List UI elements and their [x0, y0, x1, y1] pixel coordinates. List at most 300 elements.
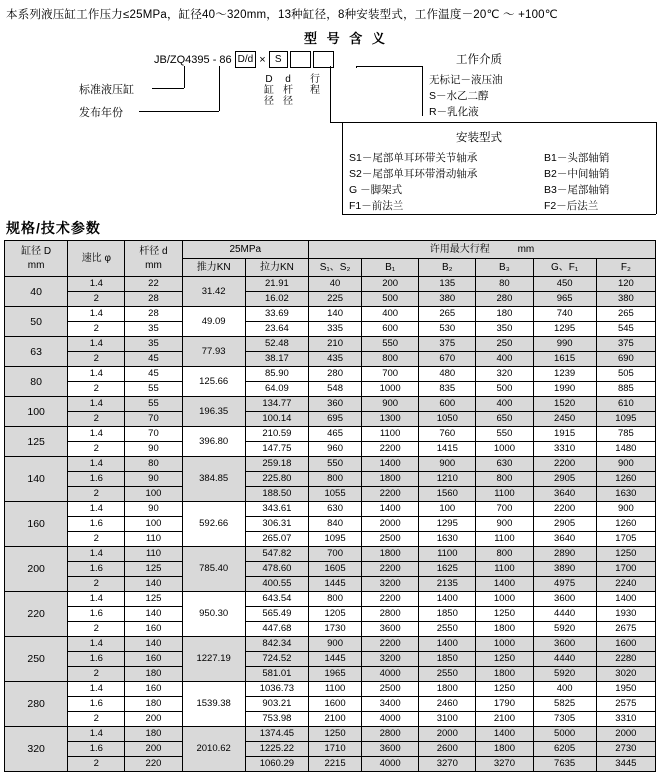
- table-row: [5, 577, 656, 592]
- cell-push: 2010.62: [182, 727, 245, 772]
- label-release-year: 发布年份: [79, 107, 123, 119]
- cell-b2: 835: [419, 382, 476, 397]
- cell-b1: 4000: [362, 667, 419, 682]
- th-push: 推力KN: [182, 259, 245, 277]
- cell-pull: 724.52: [245, 652, 308, 667]
- cell-pull: 1060.29: [245, 757, 308, 772]
- cell-pull: 1374.45: [245, 727, 308, 742]
- cell-ratio: 1.6: [68, 517, 125, 532]
- cell-b2: 1100: [419, 547, 476, 562]
- cell-b1: 700: [362, 367, 419, 382]
- cell-ratio: 1.4: [68, 637, 125, 652]
- cell-rod: 200: [125, 742, 182, 757]
- cell-b3: 900: [476, 517, 533, 532]
- cell-f2: 690: [596, 352, 655, 367]
- cell-bore: 80: [5, 367, 68, 397]
- cell-bore: 40: [5, 277, 68, 307]
- cell-rod: 125: [125, 562, 182, 577]
- cell-b1: 2500: [362, 532, 419, 547]
- cell-f2: 120: [596, 277, 655, 292]
- code-box-s: S: [269, 51, 288, 68]
- table-row: [5, 397, 656, 412]
- cell-gf1: 1295: [533, 322, 596, 337]
- cell-pull: 100.14: [245, 412, 308, 427]
- mount-bracket-right: [656, 122, 657, 214]
- cell-b1: 4000: [362, 712, 419, 727]
- table-row: [5, 757, 656, 772]
- cell-b1: 800: [362, 352, 419, 367]
- cell-b3: 180: [476, 307, 533, 322]
- cell-pull: 447.68: [245, 622, 308, 637]
- cell-b3: 400: [476, 397, 533, 412]
- media-title: 工作介质: [456, 54, 502, 66]
- leader-line-1: [152, 88, 184, 89]
- cell-pull: 85.90: [245, 367, 308, 382]
- cell-b2: 2550: [419, 667, 476, 682]
- cell-rod: 28: [125, 292, 182, 307]
- cell-s1s2: 1730: [309, 622, 362, 637]
- table-row: [5, 562, 656, 577]
- cell-ratio: 1.4: [68, 502, 125, 517]
- table-row: [5, 457, 656, 472]
- cell-ratio: 2: [68, 412, 125, 427]
- cell-push: 384.85: [182, 457, 245, 502]
- cell-b2: 1800: [419, 682, 476, 697]
- cell-push: 77.93: [182, 337, 245, 367]
- cell-s1s2: 1205: [309, 607, 362, 622]
- cell-rod: 140: [125, 607, 182, 622]
- cell-bore: 250: [5, 637, 68, 682]
- cell-b1: 550: [362, 337, 419, 352]
- cell-f2: 380: [596, 292, 655, 307]
- cell-s1s2: 1100: [309, 682, 362, 697]
- cell-b2: 135: [419, 277, 476, 292]
- cell-b1: 400: [362, 307, 419, 322]
- mount-bracket-top: [342, 122, 656, 123]
- th-rod-l1: 杆径 d: [139, 245, 168, 257]
- cell-pull: 33.69: [245, 307, 308, 322]
- leader-line-2b: [219, 66, 220, 111]
- table-row: [5, 697, 656, 712]
- cell-rod: 100: [125, 517, 182, 532]
- cell-push: 125.66: [182, 367, 245, 397]
- cell-b3: 250: [476, 337, 533, 352]
- cell-f2: 1600: [596, 637, 655, 652]
- cell-f2: 2675: [596, 622, 655, 637]
- cell-b2: 1400: [419, 592, 476, 607]
- th-stroke-unit: mm: [517, 243, 535, 255]
- table-row: [5, 727, 656, 742]
- cell-rod: 110: [125, 547, 182, 562]
- cell-pull: 478.60: [245, 562, 308, 577]
- cell-f2: 2575: [596, 697, 655, 712]
- cell-f2: 900: [596, 457, 655, 472]
- cell-rod: 90: [125, 442, 182, 457]
- spec-table: [4, 240, 656, 772]
- cell-b3: 1000: [476, 592, 533, 607]
- cell-bore: 63: [5, 337, 68, 367]
- table-row: [5, 682, 656, 697]
- table-row: [5, 337, 656, 352]
- cell-b2: 480: [419, 367, 476, 382]
- cell-gf1: 3640: [533, 487, 596, 502]
- table-row: [5, 442, 656, 457]
- media-item-2: R－乳化液: [429, 106, 479, 118]
- th-f2: F₂: [596, 259, 655, 277]
- mount-leader: [330, 66, 331, 122]
- cell-gf1: 2905: [533, 517, 596, 532]
- cell-b3: 630: [476, 457, 533, 472]
- cell-gf1: 2200: [533, 502, 596, 517]
- cell-b1: 500: [362, 292, 419, 307]
- cell-b1: 2800: [362, 727, 419, 742]
- cell-b1: 3600: [362, 742, 419, 757]
- cell-b2: 670: [419, 352, 476, 367]
- cell-s1s2: 2215: [309, 757, 362, 772]
- cell-pull: 188.50: [245, 487, 308, 502]
- th-pull: 拉力KN: [245, 259, 308, 277]
- cell-bore: 50: [5, 307, 68, 337]
- cell-rod: 160: [125, 682, 182, 697]
- intro-text: 本系列液压缸工作压力≤25MPa，缸径40～320mm，13种缸径，8种安装型式，工作温度－20℃ ～ +100℃: [6, 9, 558, 21]
- cell-s1s2: 1250: [309, 727, 362, 742]
- cell-b1: 3200: [362, 577, 419, 592]
- cell-b1: 1000: [362, 382, 419, 397]
- cell-b1: 2200: [362, 637, 419, 652]
- cell-f2: 265: [596, 307, 655, 322]
- cell-pull: 52.48: [245, 337, 308, 352]
- cell-f2: 2240: [596, 577, 655, 592]
- media-leader-v: [356, 66, 357, 68]
- cell-s1s2: 700: [309, 547, 362, 562]
- table-row: [5, 472, 656, 487]
- cell-b2: 900: [419, 457, 476, 472]
- cell-rod: 55: [125, 382, 182, 397]
- cell-s1s2: 435: [309, 352, 362, 367]
- cell-bore: 220: [5, 592, 68, 637]
- th-stroke-label: 许用最大行程: [429, 243, 490, 255]
- th-rod: [125, 241, 182, 277]
- cell-pull: 21.91: [245, 277, 308, 292]
- cell-b2: 2550: [419, 622, 476, 637]
- cell-rod: 35: [125, 337, 182, 352]
- cell-f2: 1250: [596, 547, 655, 562]
- cell-f2: 2280: [596, 652, 655, 667]
- table-row: [5, 277, 656, 292]
- cell-b2: 375: [419, 337, 476, 352]
- cell-b2: 1415: [419, 442, 476, 457]
- cell-f2: 1630: [596, 487, 655, 502]
- cell-b2: 1295: [419, 517, 476, 532]
- table-row: [5, 712, 656, 727]
- cell-rod: 140: [125, 577, 182, 592]
- cell-gf1: 5000: [533, 727, 596, 742]
- cell-s1s2: 550: [309, 457, 362, 472]
- cell-rod: 70: [125, 412, 182, 427]
- table-row: [5, 352, 656, 367]
- cell-pull: 134.77: [245, 397, 308, 412]
- cell-f2: 1400: [596, 592, 655, 607]
- cell-rod: 110: [125, 532, 182, 547]
- media-item-1: S－水乙二醇: [429, 90, 489, 102]
- cell-pull: 753.98: [245, 712, 308, 727]
- cell-b1: 1300: [362, 412, 419, 427]
- cell-s1s2: 840: [309, 517, 362, 532]
- cell-gf1: 990: [533, 337, 596, 352]
- cell-rod: 140: [125, 637, 182, 652]
- cell-s1s2: 1710: [309, 742, 362, 757]
- cell-b3: 550: [476, 427, 533, 442]
- th-b3: B₃: [476, 259, 533, 277]
- table-row: [5, 502, 656, 517]
- mount-bracket-v: [342, 122, 343, 214]
- cell-rod: 220: [125, 757, 182, 772]
- model-code-row: [154, 51, 335, 68]
- stack-stroke: 行 程: [310, 74, 320, 96]
- cell-b2: 1625: [419, 562, 476, 577]
- cell-pull: 210.59: [245, 427, 308, 442]
- cell-b2: 2460: [419, 697, 476, 712]
- cell-b1: 2200: [362, 442, 419, 457]
- cell-pull: 38.17: [245, 352, 308, 367]
- cell-bore: 100: [5, 397, 68, 427]
- cell-pull: 147.75: [245, 442, 308, 457]
- cell-s1s2: 630: [309, 502, 362, 517]
- cell-f2: 900: [596, 502, 655, 517]
- cell-gf1: 740: [533, 307, 596, 322]
- cell-ratio: 1.4: [68, 727, 125, 742]
- cell-ratio: 2: [68, 292, 125, 307]
- cell-gf1: 2200: [533, 457, 596, 472]
- cell-ratio: 1.4: [68, 397, 125, 412]
- cell-rod: 160: [125, 652, 182, 667]
- cell-s1s2: 1965: [309, 667, 362, 682]
- cell-b2: 760: [419, 427, 476, 442]
- cell-b3: 1250: [476, 607, 533, 622]
- cell-rod: 35: [125, 322, 182, 337]
- table-row: [5, 412, 656, 427]
- cell-f2: 1950: [596, 682, 655, 697]
- table-row: [5, 637, 656, 652]
- stack-rod-d: d 杆 径: [283, 74, 293, 107]
- media-bracket-v: [422, 66, 423, 116]
- mount-leader-h: [330, 122, 342, 123]
- cell-ratio: 1.6: [68, 472, 125, 487]
- cell-b2: 100: [419, 502, 476, 517]
- cell-f2: 375: [596, 337, 655, 352]
- cell-s1s2: 140: [309, 307, 362, 322]
- cell-b2: 1560: [419, 487, 476, 502]
- cell-b1: 4000: [362, 757, 419, 772]
- cell-b2: 1630: [419, 532, 476, 547]
- cell-ratio: 2: [68, 757, 125, 772]
- cell-b3: 1790: [476, 697, 533, 712]
- mount-left-0: S1－尾部单耳环带关节轴承: [349, 152, 478, 164]
- cell-b2: 2600: [419, 742, 476, 757]
- cell-f2: 1930: [596, 607, 655, 622]
- cell-s1s2: 1445: [309, 652, 362, 667]
- cell-gf1: 2450: [533, 412, 596, 427]
- cell-gf1: 4975: [533, 577, 596, 592]
- cell-b3: 350: [476, 322, 533, 337]
- cell-push: 950.30: [182, 592, 245, 637]
- cell-gf1: 5825: [533, 697, 596, 712]
- leader-line-1b: [184, 66, 185, 88]
- cell-rod: 125: [125, 592, 182, 607]
- cell-ratio: 2: [68, 352, 125, 367]
- th-gf1: G、F₁: [533, 259, 596, 277]
- cell-ratio: 2: [68, 442, 125, 457]
- table-row: [5, 367, 656, 382]
- cell-rod: 70: [125, 427, 182, 442]
- cell-b2: 1850: [419, 607, 476, 622]
- cell-push: 49.09: [182, 307, 245, 337]
- cell-s1s2: 960: [309, 442, 362, 457]
- cell-bore: 280: [5, 682, 68, 727]
- mount-title: 安装型式: [456, 132, 502, 144]
- cell-s1s2: 1605: [309, 562, 362, 577]
- cell-b3: 1100: [476, 562, 533, 577]
- cell-gf1: 450: [533, 277, 596, 292]
- code-box-media: [290, 51, 311, 68]
- cell-b2: 530: [419, 322, 476, 337]
- th-s1s2: S₁、S₂: [309, 259, 362, 277]
- table-row: [5, 427, 656, 442]
- table-row: [5, 322, 656, 337]
- cell-b3: 1100: [476, 532, 533, 547]
- cell-b3: 1800: [476, 742, 533, 757]
- cell-rod: 28: [125, 307, 182, 322]
- table-head: [5, 241, 656, 277]
- cell-pull: 16.02: [245, 292, 308, 307]
- cell-pull: 842.34: [245, 637, 308, 652]
- cell-b1: 600: [362, 322, 419, 337]
- cell-s1s2: 1055: [309, 487, 362, 502]
- cell-pull: 225.80: [245, 472, 308, 487]
- cell-f2: 610: [596, 397, 655, 412]
- cell-gf1: 3600: [533, 637, 596, 652]
- cell-b1: 1100: [362, 427, 419, 442]
- cell-b3: 400: [476, 352, 533, 367]
- cell-b3: 1000: [476, 637, 533, 652]
- cell-b2: 1850: [419, 652, 476, 667]
- mount-right-1: B2－中间轴销: [544, 168, 610, 180]
- cell-rod: 22: [125, 277, 182, 292]
- cell-rod: 90: [125, 502, 182, 517]
- cell-s1s2: 695: [309, 412, 362, 427]
- cell-gf1: 1520: [533, 397, 596, 412]
- cell-pull: 259.18: [245, 457, 308, 472]
- cell-gf1: 2890: [533, 547, 596, 562]
- cell-b2: 3100: [419, 712, 476, 727]
- cell-b1: 2800: [362, 607, 419, 622]
- cell-s1s2: 800: [309, 592, 362, 607]
- cell-b1: 1400: [362, 457, 419, 472]
- cell-ratio: 2: [68, 622, 125, 637]
- code-multiply-sign: ×: [259, 53, 266, 66]
- cell-rod: 45: [125, 367, 182, 382]
- cell-s1s2: 548: [309, 382, 362, 397]
- cell-gf1: 2905: [533, 472, 596, 487]
- cell-b2: 600: [419, 397, 476, 412]
- cell-pull: 64.09: [245, 382, 308, 397]
- cell-rod: 80: [125, 457, 182, 472]
- cell-b2: 1050: [419, 412, 476, 427]
- cell-rod: 160: [125, 622, 182, 637]
- cell-gf1: 4440: [533, 607, 596, 622]
- cell-b3: 800: [476, 472, 533, 487]
- cell-b1: 2200: [362, 592, 419, 607]
- cell-f2: 1480: [596, 442, 655, 457]
- cell-bore: 160: [5, 502, 68, 547]
- cell-gf1: 3310: [533, 442, 596, 457]
- cell-f2: 785: [596, 427, 655, 442]
- cell-f2: 545: [596, 322, 655, 337]
- cell-b1: 1800: [362, 547, 419, 562]
- cell-s1s2: 900: [309, 637, 362, 652]
- mount-left-1: S2－尾部单耳环带滑动轴承: [349, 168, 478, 180]
- cell-rod: 180: [125, 667, 182, 682]
- diagram-title: 型 号 含 义: [304, 31, 388, 46]
- cell-f2: 1700: [596, 562, 655, 577]
- cell-ratio: 1.4: [68, 427, 125, 442]
- mount-bracket-bottom: [342, 214, 656, 215]
- cell-pull: 265.07: [245, 532, 308, 547]
- cell-b3: 1800: [476, 622, 533, 637]
- cell-b2: 1210: [419, 472, 476, 487]
- cell-push: 592.66: [182, 502, 245, 547]
- cell-s1s2: 225: [309, 292, 362, 307]
- cell-s1s2: 2100: [309, 712, 362, 727]
- model-code-diagram: [4, 26, 656, 216]
- cell-b2: 380: [419, 292, 476, 307]
- cell-s1s2: 1445: [309, 577, 362, 592]
- cell-pull: 343.61: [245, 502, 308, 517]
- label-standard-cylinder: 标准液压缸: [79, 84, 134, 96]
- cell-b1: 2000: [362, 517, 419, 532]
- cell-gf1: 4440: [533, 652, 596, 667]
- table-row: [5, 667, 656, 682]
- cell-gf1: 1615: [533, 352, 596, 367]
- table-row: [5, 382, 656, 397]
- cell-b2: 2135: [419, 577, 476, 592]
- media-item-0: 无标记－液压油: [429, 74, 503, 86]
- th-rod-l2: mm: [145, 259, 162, 271]
- cell-b3: 1250: [476, 652, 533, 667]
- cell-b1: 1400: [362, 502, 419, 517]
- cell-gf1: 400: [533, 682, 596, 697]
- cell-push: 1227.19: [182, 637, 245, 682]
- cell-ratio: 2: [68, 532, 125, 547]
- cell-ratio: 1.6: [68, 742, 125, 757]
- cell-push: 196.35: [182, 397, 245, 427]
- cell-s1s2: 335: [309, 322, 362, 337]
- cell-rod: 55: [125, 397, 182, 412]
- cell-s1s2: 40: [309, 277, 362, 292]
- cell-bore: 125: [5, 427, 68, 457]
- cell-gf1: 965: [533, 292, 596, 307]
- cell-push: 1539.38: [182, 682, 245, 727]
- cell-pull: 547.82: [245, 547, 308, 562]
- cell-rod: 180: [125, 727, 182, 742]
- cell-ratio: 1.4: [68, 337, 125, 352]
- cell-f2: 1095: [596, 412, 655, 427]
- th-stroke-group: [309, 241, 656, 259]
- cell-s1s2: 360: [309, 397, 362, 412]
- cell-f2: 2000: [596, 727, 655, 742]
- cell-ratio: 1.6: [68, 652, 125, 667]
- cell-ratio: 1.6: [68, 562, 125, 577]
